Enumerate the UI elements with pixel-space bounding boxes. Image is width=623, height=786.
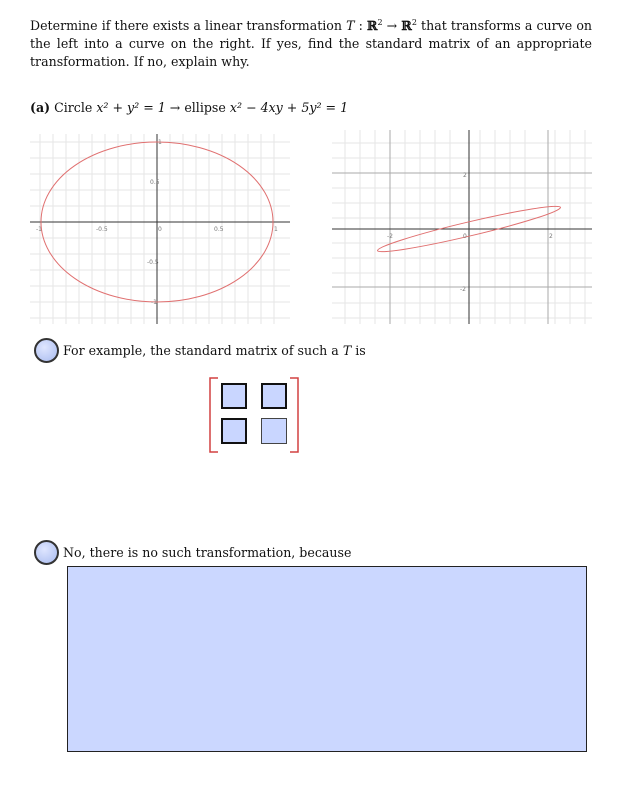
tick-x-neg-half: -0.5 xyxy=(96,226,108,233)
option-no-label: No, there is no such transformation, because xyxy=(63,545,352,560)
tick-x-zero: 0 xyxy=(463,233,467,240)
option-yes[interactable] xyxy=(34,338,366,363)
radio-no[interactable] xyxy=(34,540,59,565)
tick-y-neg-two: -2 xyxy=(460,286,466,293)
T-symbol: T xyxy=(346,18,355,34)
tick-x-one: 1 xyxy=(274,226,278,233)
tick-x-half: 0.5 xyxy=(214,226,224,233)
tick-x-neg-one: -1 xyxy=(36,226,42,233)
explanation-textarea[interactable] xyxy=(67,566,587,752)
matrix-input xyxy=(209,376,299,454)
radio-yes[interactable] xyxy=(34,338,59,363)
tick-x-neg-two: -2 xyxy=(387,233,393,240)
ellipse-equation: x² − 4xy + 5y² = 1 xyxy=(229,100,349,115)
part-a-heading: (a) Circle x² + y² = 1 → ellipse x² − 4xy + 5y² = 1 xyxy=(30,100,349,115)
tick-y-one: 1 xyxy=(158,139,162,146)
tick-y-neg-half: -0.5 xyxy=(147,259,159,266)
matrix-entry-12[interactable] xyxy=(261,383,287,409)
tick-y-half: 0.5 xyxy=(150,179,160,186)
circle-equation: x² + y² = 1 xyxy=(96,100,166,115)
tick-y-two: 2 xyxy=(463,172,467,179)
option-no[interactable] xyxy=(34,540,351,565)
option-yes-label: For example, the standard matrix of such a T is xyxy=(63,343,366,358)
matrix-entry-22[interactable] xyxy=(261,418,287,444)
ellipse-graph xyxy=(332,130,592,324)
tick-x-two: 2 xyxy=(549,233,553,240)
tick-x-zero: 0 xyxy=(158,226,162,233)
problem-statement: Determine if there exists a linear transformation T : ℝ$^2$ → ℝ$^2$ that transforms a curve on the left into a curve on the right. If yes, find the standard matrix of an appropriate transformation. If no, explain why. xyxy=(30,18,593,70)
circle-graph xyxy=(30,134,290,324)
matrix-entry-11[interactable] xyxy=(221,383,247,409)
tick-y-neg-one: -1 xyxy=(151,299,157,306)
matrix-entry-21[interactable] xyxy=(221,418,247,444)
